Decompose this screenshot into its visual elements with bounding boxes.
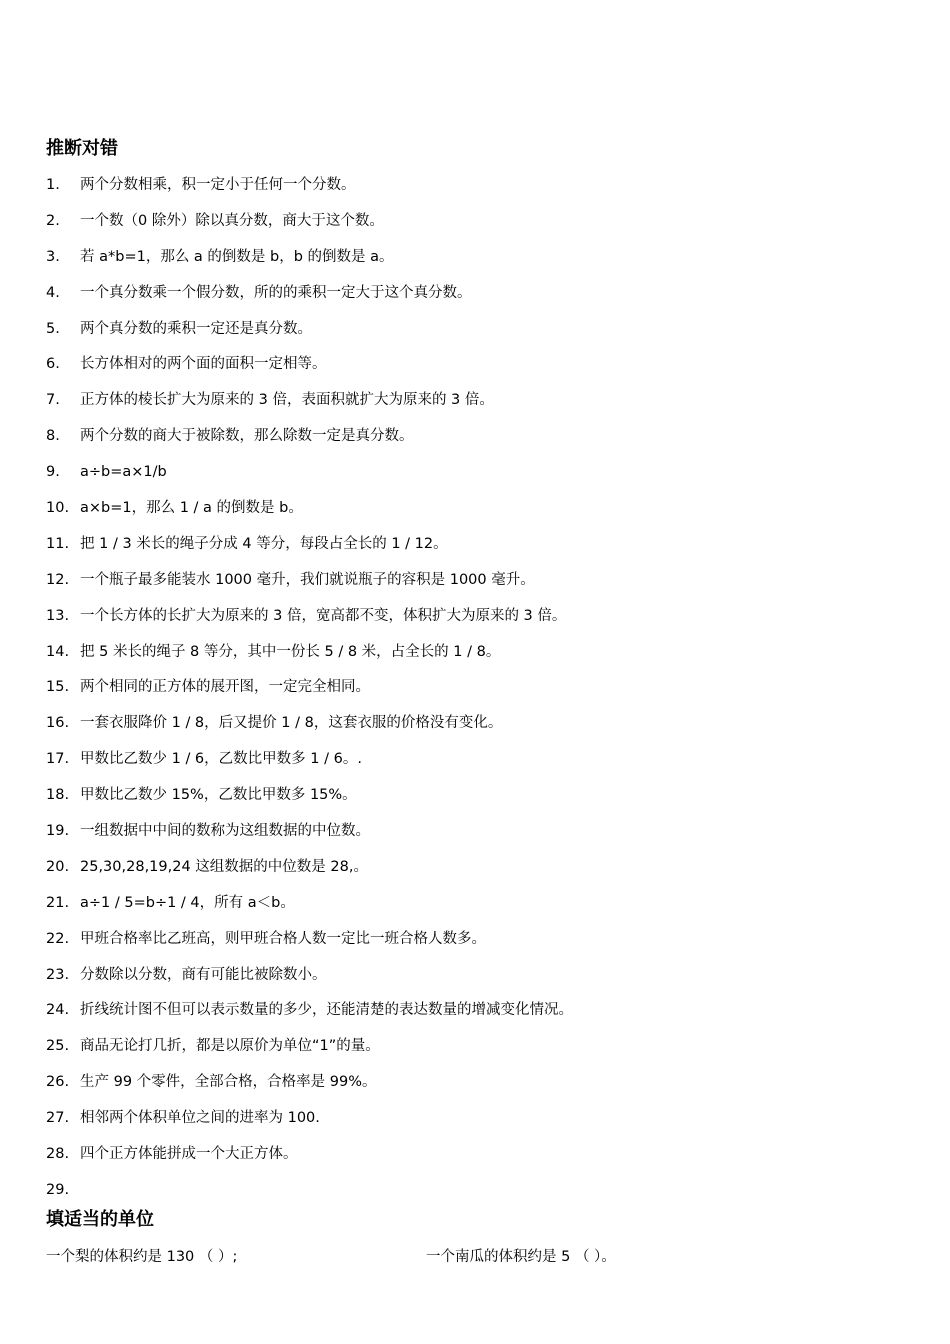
question-text: a×b=1，那么 1 / a 的倒数是 b。 <box>80 500 303 517</box>
question-item <box>46 964 573 1000</box>
question-number: 4. <box>46 284 60 301</box>
fill-item-pear: 一个梨的体积约是 130 （ ）; <box>46 1249 238 1265</box>
question-item <box>46 425 573 461</box>
question-text: 四个正方体能拼成一个大正方体。 <box>80 1146 298 1163</box>
question-number: 17. <box>46 751 70 768</box>
fill-item-pumpkin: 一个南瓜的体积约是 5 （ ）。 <box>426 1249 616 1265</box>
question-item <box>46 174 573 210</box>
question-number: 11. <box>46 535 70 552</box>
question-number: 27. <box>46 1110 70 1127</box>
question-number: 19. <box>46 823 70 840</box>
question-number: 24. <box>46 1002 70 1019</box>
question-list <box>46 174 573 1215</box>
question-number: 7. <box>46 392 60 409</box>
question-number: 8. <box>46 428 60 445</box>
question-item <box>46 461 573 497</box>
question-text: 生产 99 个零件，全部合格，合格率是 99%。 <box>80 1074 377 1091</box>
question-item <box>46 389 573 425</box>
question-number: 29. <box>46 1181 70 1198</box>
question-text: a÷b=a×1/b <box>80 464 167 481</box>
question-text: 甲数比乙数少 1 / 6，乙数比甲数多 1 / 6。. <box>80 751 362 768</box>
question-number: 18. <box>46 787 70 804</box>
question-text: 一个数（0 除外）除以真分数，商大于这个数。 <box>80 212 384 229</box>
question-text: 长方体相对的两个面的面积一定相等。 <box>80 356 327 373</box>
question-text: 两个分数的商大于被除数，那么除数一定是真分数。 <box>80 428 414 445</box>
question-text: 一个真分数乘一个假分数，所的的乘积一定大于这个真分数。 <box>80 284 472 301</box>
question-item <box>46 784 573 820</box>
question-number: 9. <box>46 464 60 481</box>
question-number: 23. <box>46 966 70 983</box>
question-item <box>46 1143 573 1179</box>
question-item <box>46 1071 573 1107</box>
question-text: 把 1 / 3 米长的绳子分成 4 等分，每段占全长的 1 / 12。 <box>80 535 448 552</box>
question-item <box>46 856 573 892</box>
question-number: 20. <box>46 858 70 875</box>
question-text: 甲数比乙数少 15%，乙数比甲数多 15%。 <box>80 787 357 804</box>
question-item <box>46 497 573 533</box>
question-text: a÷1 / 5=b÷1 / 4，所有 a＜b。 <box>80 894 295 911</box>
question-number: 5. <box>46 320 60 337</box>
question-number: 2. <box>46 212 60 229</box>
question-item <box>46 892 573 928</box>
question-item <box>46 353 573 389</box>
question-number: 1. <box>46 177 60 193</box>
question-number: 10. <box>46 500 70 517</box>
question-item <box>46 318 573 354</box>
question-number: 14. <box>46 643 70 660</box>
question-item <box>46 748 573 784</box>
question-item <box>46 605 573 641</box>
question-text: 把 5 米长的绳子 8 等分，其中一份长 5 / 8 米，占全长的 1 / 8。 <box>80 643 501 660</box>
question-text: 两个相同的正方体的展开图，一定完全相同。 <box>80 679 370 696</box>
section-title-judge: 推断对错 <box>46 138 118 159</box>
question-item <box>46 820 573 856</box>
question-text: 一套衣服降价 1 / 8，后又提价 1 / 8，这套衣服的价格没有变化。 <box>80 715 503 732</box>
question-number: 28. <box>46 1146 70 1163</box>
question-item <box>46 999 573 1035</box>
question-number: 15. <box>46 679 70 696</box>
question-item <box>46 928 573 964</box>
question-item <box>46 676 573 712</box>
question-text: 折线统计图不但可以表示数量的多少，还能清楚的表达数量的增减变化情况。 <box>80 1002 573 1019</box>
question-number: 21. <box>46 894 70 911</box>
question-text: 若 a*b=1，那么 a 的倒数是 b，b 的倒数是 a。 <box>80 248 394 265</box>
question-text: 正方体的棱长扩大为原来的 3 倍，表面积就扩大为原来的 3 倍。 <box>80 392 494 409</box>
question-text: 两个真分数的乘积一定还是真分数。 <box>80 320 312 337</box>
question-text: 一个长方体的长扩大为原来的 3 倍，宽高都不变，体积扩大为原来的 3 倍。 <box>80 607 567 624</box>
question-text: 甲班合格率比乙班高，则甲班合格人数一定比一班合格人数多。 <box>80 930 486 947</box>
question-number: 26. <box>46 1074 70 1091</box>
question-text: 相邻两个体积单位之间的进率为 100. <box>80 1110 320 1127</box>
question-item <box>46 533 573 569</box>
question-item <box>46 569 573 605</box>
question-text: 一组数据中中间的数称为这组数据的中位数。 <box>80 823 370 840</box>
question-text: 25,30,28,19,24 这组数据的中位数是 28,。 <box>80 858 368 875</box>
question-text: 两个分数相乘，积一定小于任何一个分数。 <box>80 177 356 193</box>
question-item <box>46 712 573 748</box>
fill-units-row <box>46 1246 926 1268</box>
question-number: 16. <box>46 715 70 732</box>
section-title-fill-units: 填适当的单位 <box>46 1209 154 1230</box>
question-number: 22. <box>46 930 70 947</box>
question-item <box>46 246 573 282</box>
question-number: 25. <box>46 1038 70 1055</box>
question-item <box>46 1035 573 1071</box>
question-text: 一个瓶子最多能装水 1000 毫升，我们就说瓶子的容积是 1000 毫升。 <box>80 571 535 588</box>
question-item <box>46 210 573 246</box>
question-item <box>46 282 573 318</box>
question-number: 6. <box>46 356 60 373</box>
question-number: 13. <box>46 607 70 624</box>
question-item <box>46 641 573 677</box>
question-number: 12. <box>46 571 70 588</box>
question-text: 分数除以分数，商有可能比被除数小。 <box>80 966 327 983</box>
question-item <box>46 1107 573 1143</box>
question-number: 3. <box>46 248 60 265</box>
question-text: 商品无论打几折，都是以原价为单位“1”的量。 <box>80 1038 380 1055</box>
